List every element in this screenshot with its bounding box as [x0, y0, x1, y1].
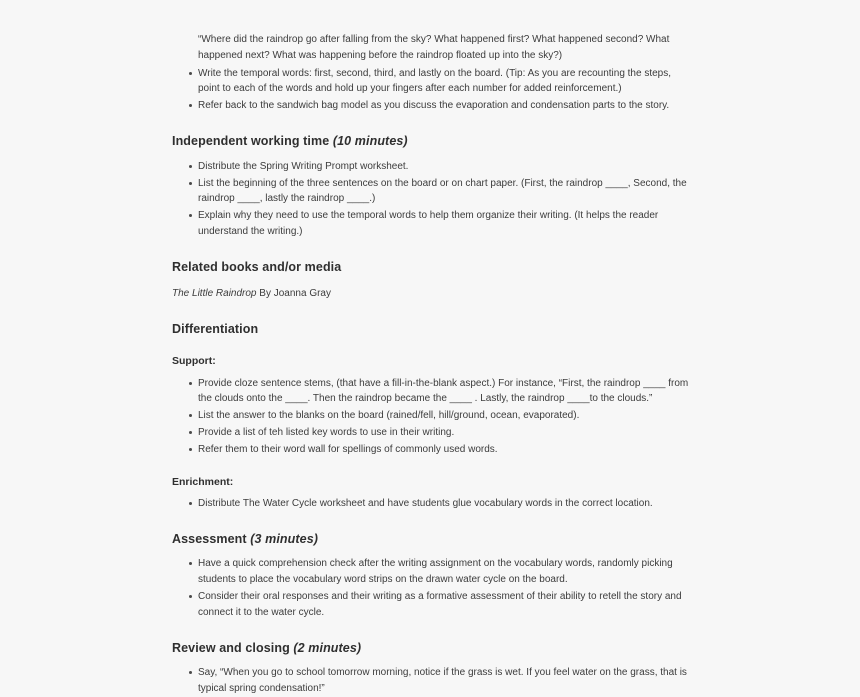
section-heading-duration: (2 minutes) [293, 640, 362, 655]
list-item: Explain why they need to use the temporal words to help them organize their writing. (It helps the reader understand the writing.) [172, 208, 690, 240]
section-heading-independent-working-time [172, 133, 690, 150]
list-item: List the beginning of the three sentences on the board or on chart paper. (First, the raindrop ____, Second, the raindrop ____, lastly the raindrop ____.) [172, 176, 690, 208]
section-heading-differentiation [172, 321, 690, 338]
list-item: Refer them to their word wall for spellings of commonly used words. [172, 442, 690, 458]
section-heading-duration: (10 minutes) [332, 133, 408, 148]
enrichment-bullet-list [172, 496, 690, 512]
quote-paragraph: “Where did the raindrop go after falling from the sky? What happened first? What happened second? What happened next? What was happening before the raindrop floated up into the sky?) [198, 34, 670, 61]
list-item: Write the temporal words: first, second, third, and lastly on the board. (Tip: As you are recounting the steps, point to each of the words and hold up your fingers after each number for added reinforcement.) [172, 66, 690, 98]
book-author: By Joanna Gray [256, 287, 331, 299]
list-item: Distribute The Water Cycle worksheet and have students glue vocabulary words in the correct location. [172, 496, 690, 512]
list-item: Distribute the Spring Writing Prompt worksheet. [172, 159, 690, 175]
assessment-bullet-list [172, 556, 690, 620]
sub-heading-enrichment: Enrichment: [172, 475, 234, 488]
list-item: Consider their oral responses and their writing as a formative assessment of their ability to retell the story and connect it to the water cycle. [172, 589, 690, 621]
list-item: List the answer to the blanks on the board (rained/fell, hill/ground, ocean, evaporated). [172, 408, 690, 424]
list-item: Have a quick comprehension check after the writing assignment on the vocabulary words, randomly picking students to place the vocabulary word strips on the drawn water cycle on the board. [172, 556, 690, 588]
list-item: Say, “When you go to school tomorrow morning, notice if the grass is wet. If you feel water on the grass, that is typical spring condensation!” [172, 665, 690, 697]
section-heading-label: Assessment [172, 531, 247, 546]
review-and-closing-bullet-list [172, 665, 690, 697]
list-item: Refer back to the sandwich bag model as you discuss the evaporation and condensation parts to the story. [172, 98, 690, 114]
section-heading-review-and-closing [172, 640, 690, 657]
section-heading-label: Review and closing [172, 640, 290, 655]
related-media-entry [172, 286, 690, 302]
list-item: Provide cloze sentence stems, (that have a fill-in-the-blank aspect.) For instance, “First, the raindrop ____ from the clouds onto the ____. Then the raindrop became the ____ . Lastly, the raindrop ____to the clouds.” [172, 376, 690, 408]
section-heading-duration: (3 minutes) [250, 531, 319, 546]
section-heading-label: Related books and/or media [172, 259, 342, 274]
book-title: The Little Raindrop [172, 287, 257, 299]
section-heading-assessment [172, 531, 690, 548]
support-bullet-list [172, 376, 690, 458]
sub-heading-support: Support: [172, 355, 216, 368]
list-item: Provide a list of teh listed key words to use in their writing. [172, 425, 690, 441]
independent-working-time-bullet-list [172, 159, 690, 240]
top-section-bullet-list [172, 66, 690, 114]
section-heading-label: Independent working time [172, 133, 330, 148]
section-heading-related-media [172, 259, 690, 276]
document-content [172, 32, 690, 697]
section-heading-label: Differentiation [172, 321, 259, 336]
